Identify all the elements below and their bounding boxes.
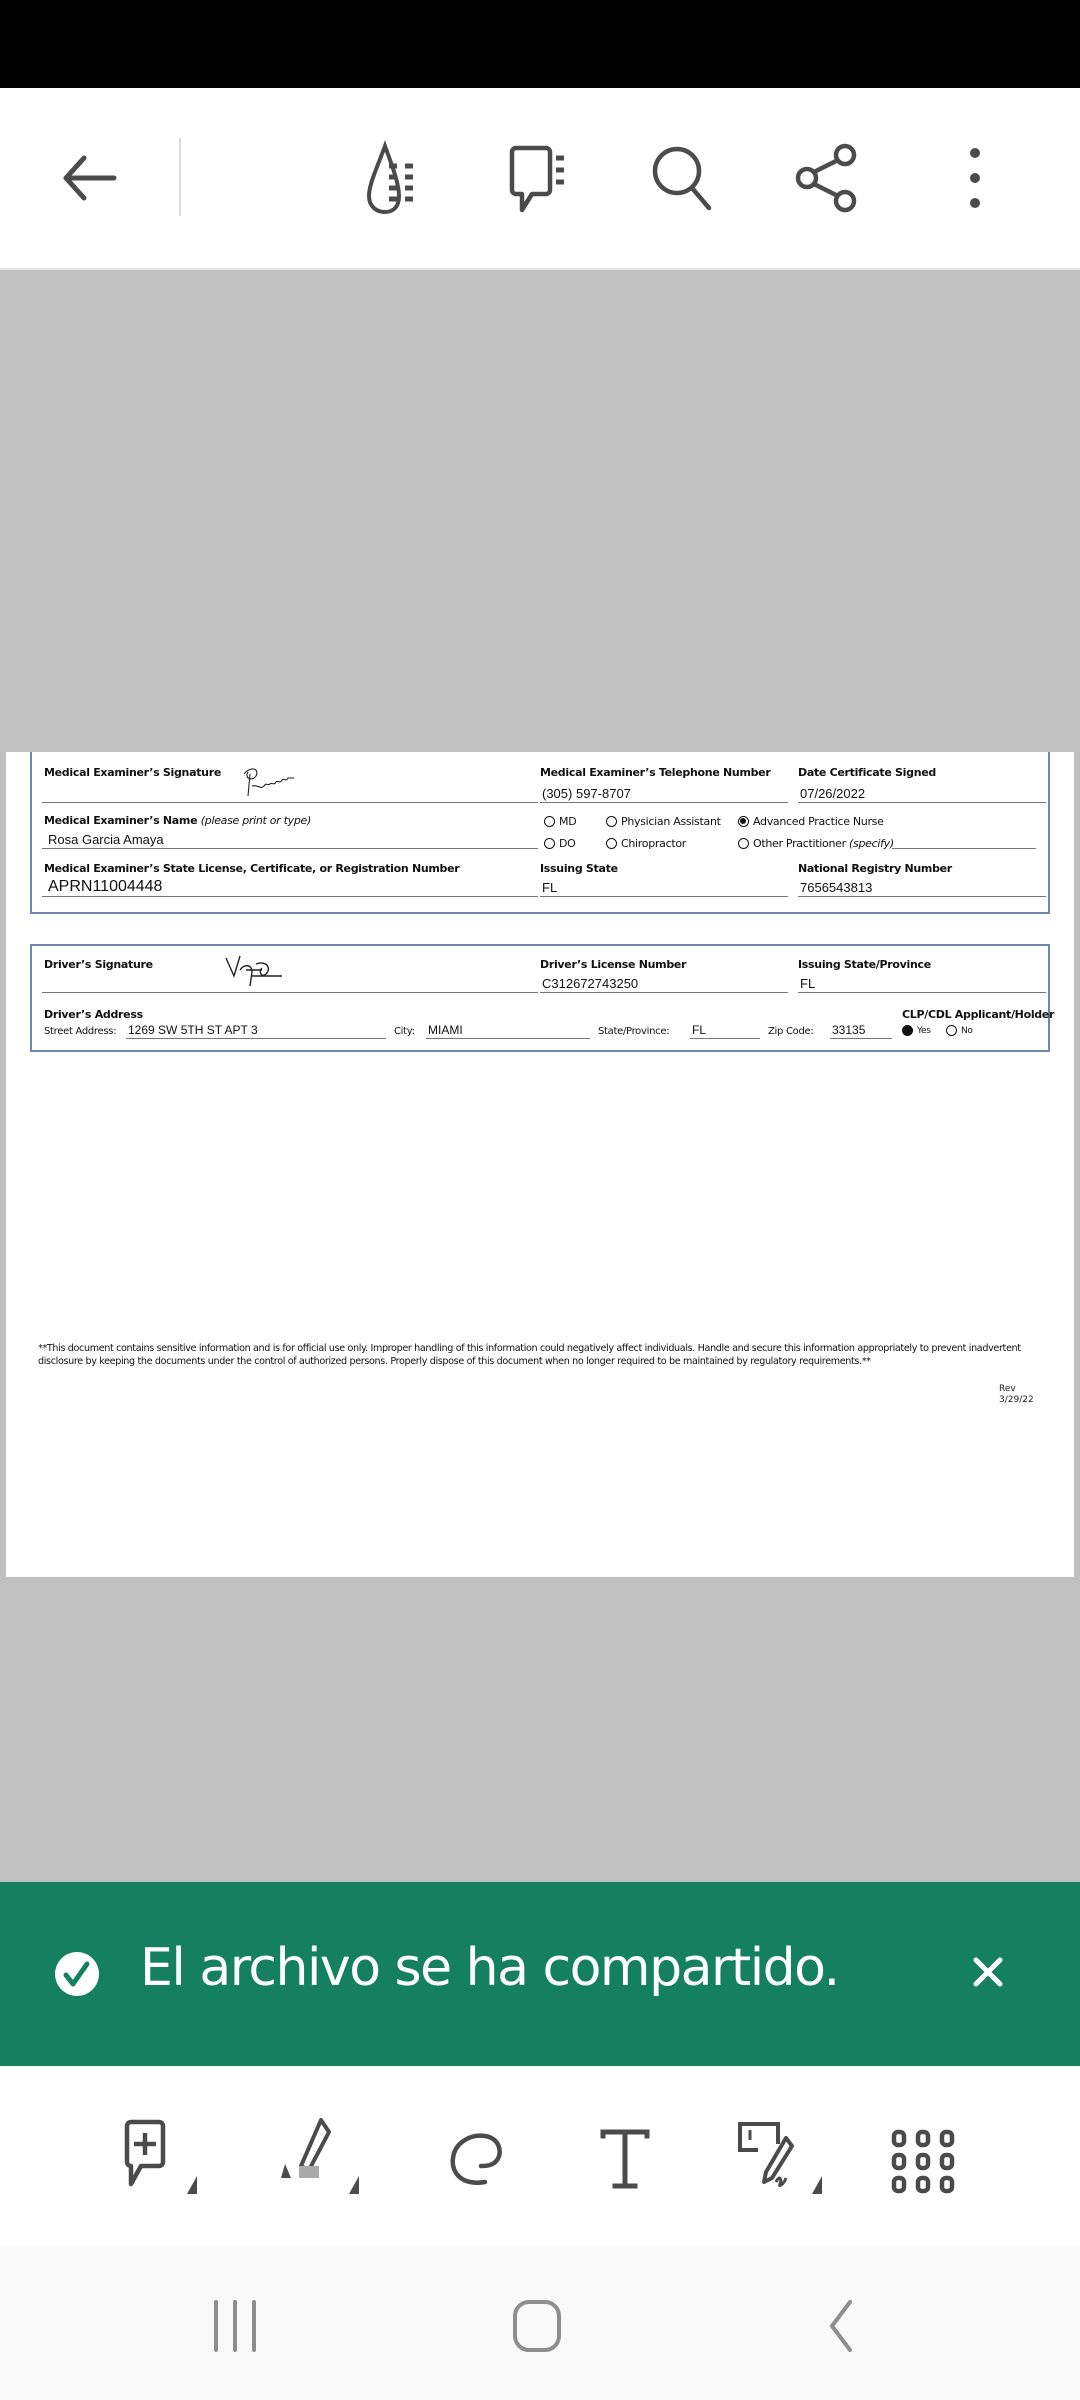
radio-circle [606, 838, 617, 849]
examiner-phone-label: Medical Examiner’s Telephone Number [540, 766, 771, 779]
driver-address-label: Driver’s Address [44, 1008, 143, 1021]
state-label: State/Province: [598, 1026, 670, 1037]
add-text-button[interactable] [570, 2106, 680, 2216]
license-field[interactable]: APRN11004448 [48, 878, 163, 895]
street-line [126, 1038, 386, 1039]
system-navigation-bar [0, 2246, 1080, 2400]
other-hint: (specify) [849, 837, 894, 850]
toast-close-button[interactable] [958, 1942, 1018, 2002]
liquid-mode-icon [357, 140, 433, 216]
disclaimer-text: **This document contains sensitive information and is for official use only. Improper handling of this information could negatively affect individuals. Handle and secure this information appropriately to prevent inadvertent disclosure by keeping the documents under the control of authorized persons. Properly dispose of this document when no longer required to be maintained by regulatory requirements.** [38, 1343, 1021, 1367]
all-tools-button[interactable] [868, 2106, 978, 2216]
comments-button[interactable] [490, 128, 590, 228]
zip-line [830, 1038, 892, 1039]
radio-label: Chiropractor [621, 837, 686, 850]
freehand-draw-button[interactable] [426, 2106, 536, 2216]
home-button[interactable] [477, 2276, 597, 2376]
freehand-draw-icon [441, 2126, 521, 2196]
fill-sign-icon [730, 2116, 830, 2206]
clp-cdl-label: CLP/CDL Applicant/Holder [902, 1008, 1055, 1021]
issuing-state-label: Issuing State [540, 862, 618, 875]
back-icon [820, 2298, 860, 2354]
driver-signature-label: Driver’s Signature [44, 958, 153, 971]
back-button[interactable] [40, 128, 140, 228]
examiner-phone-field[interactable]: (305) 597-8707 [542, 786, 631, 801]
radio-circle [544, 816, 555, 827]
liquid-mode-button[interactable] [345, 128, 445, 228]
radio-circle-selected [902, 1025, 913, 1036]
document-viewer[interactable] [0, 270, 1080, 1882]
radio-label: Yes [917, 1025, 931, 1036]
city-line [426, 1038, 590, 1039]
clp-yes-radio[interactable] [902, 1025, 931, 1036]
radio-advanced-practice-nurse[interactable] [738, 815, 884, 828]
zip-field[interactable]: 33135 [832, 1023, 866, 1037]
search-icon [649, 143, 719, 213]
issuing-province-field[interactable]: FL [800, 976, 816, 991]
other-specify-line[interactable] [892, 848, 1036, 849]
name-line [42, 848, 538, 849]
street-field[interactable]: 1269 SW 5TH ST APT 3 [128, 1023, 258, 1037]
issuing-state-line [540, 896, 788, 897]
home-icon [509, 2298, 565, 2354]
date-signed-field[interactable]: 07/26/2022 [800, 786, 866, 801]
zip-label: Zip Code: [768, 1026, 814, 1037]
city-label: City: [394, 1026, 415, 1037]
street-label: Street Address: [44, 1026, 117, 1037]
radio-circle [606, 816, 617, 827]
more-options-button[interactable] [925, 128, 1025, 228]
more-vertical-icon [965, 143, 985, 213]
radio-other-practitioner[interactable] [738, 837, 894, 850]
comments-list-icon [502, 140, 578, 216]
radio-label: Other Practitioner [753, 837, 846, 850]
radio-label: DO [559, 837, 576, 850]
status-bar [0, 0, 1080, 88]
top-toolbar [0, 88, 1080, 270]
examiner-signature-label: Medical Examiner’s Signature [44, 766, 221, 779]
search-button[interactable] [634, 128, 734, 228]
add-text-icon [595, 2126, 655, 2196]
registry-label: National Registry Number [798, 862, 952, 875]
license-label: Medical Examiner’s State License, Certificate, or Registration Number [44, 862, 460, 875]
issuing-province-label: Issuing State/Province [798, 958, 931, 971]
driver-license-line [540, 992, 788, 993]
driver-license-label: Driver’s License Number [540, 958, 687, 971]
annotation-toolbar [0, 2066, 1080, 2246]
pdf-page [6, 752, 1074, 1577]
recent-apps-button[interactable] [175, 2276, 295, 2376]
date-signed-label: Date Certificate Signed [798, 766, 936, 779]
driver-license-field[interactable]: C312672743250 [542, 976, 639, 991]
arrow-left-icon [58, 146, 122, 210]
radio-label: Physician Assistant [621, 815, 721, 828]
close-icon [972, 1956, 1004, 1988]
radio-circle [544, 838, 555, 849]
examiner-signature-image [238, 764, 298, 800]
state-line [690, 1038, 760, 1039]
driver-signature-image [222, 952, 286, 988]
highlighter-icon [267, 2116, 367, 2206]
radio-circle [738, 838, 749, 849]
toolbar-divider [179, 138, 181, 216]
registry-field[interactable]: 7656543813 [800, 880, 873, 895]
date-line [798, 802, 1046, 803]
radio-md[interactable] [544, 815, 576, 828]
examiner-name-label: Medical Examiner’s Name (please print or type) [44, 814, 311, 827]
rev-date: 3/29/22 [999, 1395, 1034, 1405]
driver-signature-line [42, 992, 538, 993]
phone-line [540, 802, 788, 803]
all-tools-grid-icon [888, 2126, 958, 2196]
city-field[interactable]: MIAMI [428, 1023, 463, 1037]
revision-note [999, 1384, 1034, 1406]
radio-label: Advanced Practice Nurse [753, 815, 884, 828]
toast-message: El archivo se ha compartido. [140, 1938, 839, 1998]
share-success-toast [0, 1882, 1080, 2066]
radio-do[interactable] [544, 837, 576, 850]
state-field[interactable]: FL [692, 1023, 707, 1037]
add-comment-button[interactable] [100, 2106, 210, 2216]
clp-no-radio[interactable] [946, 1025, 973, 1036]
driver-section [30, 944, 1055, 1052]
examiner-name-field[interactable]: Rosa Garcia Amaya [48, 832, 164, 847]
add-comment-icon [105, 2116, 205, 2206]
share-icon [793, 143, 863, 213]
radio-label: MD [559, 815, 577, 828]
check-circle-icon [54, 1951, 100, 1997]
radio-physician-assistant[interactable] [606, 815, 721, 828]
examiner-signature-line [42, 802, 538, 803]
radio-circle-selected [738, 816, 749, 827]
radio-chiropractor[interactable] [606, 837, 686, 850]
license-line [42, 896, 538, 897]
radio-circle [946, 1025, 957, 1036]
highlighter-button[interactable] [262, 2106, 372, 2216]
registry-line [798, 896, 1046, 897]
share-button[interactable] [778, 128, 878, 228]
examiner-section [30, 752, 1050, 914]
issuing-province-line [798, 992, 1046, 993]
issuing-state-field[interactable]: FL [542, 880, 558, 895]
fill-sign-button[interactable] [725, 2106, 835, 2216]
radio-label: No [961, 1025, 973, 1036]
system-back-button[interactable] [780, 2276, 900, 2376]
recent-apps-icon [210, 2298, 260, 2354]
rev-label: Rev [999, 1384, 1016, 1394]
